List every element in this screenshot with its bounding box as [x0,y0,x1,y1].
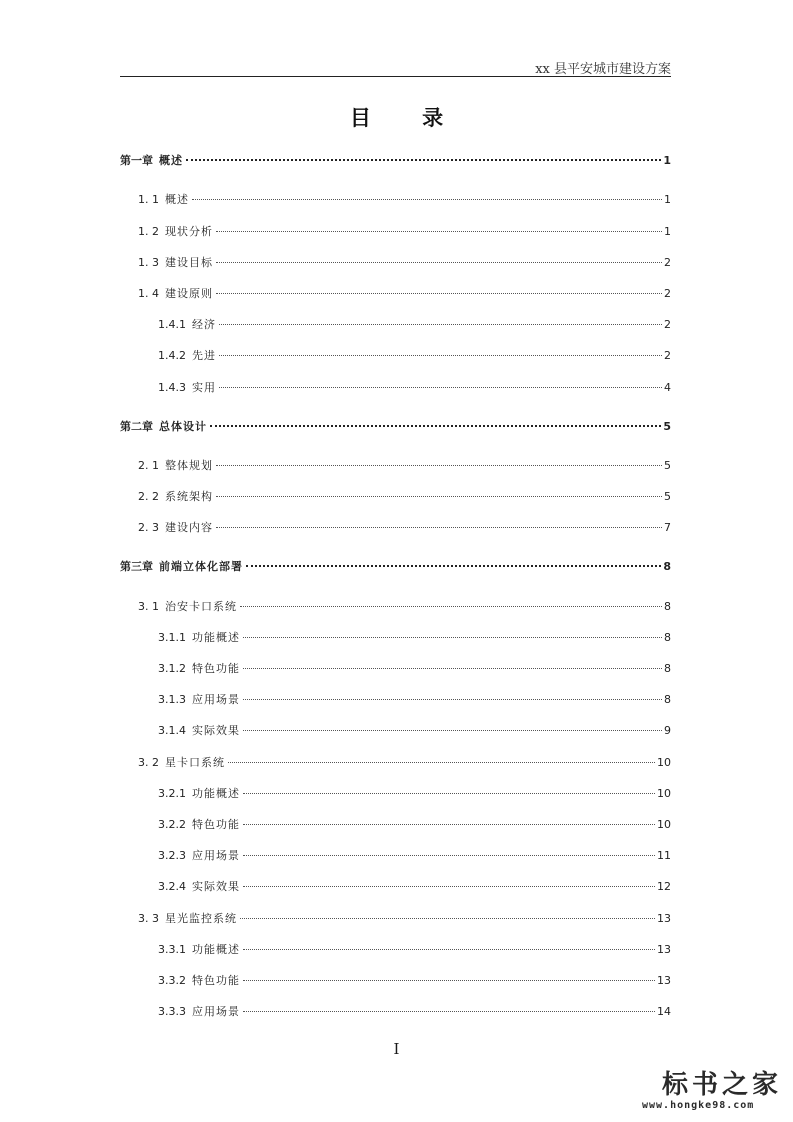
toc-entry-page: 13 [657,943,671,956]
watermark [640,1062,790,1118]
toc-dot-leader [219,323,662,325]
toc-entry[interactable] [138,599,671,615]
toc-entry-number: 1.4.3 [158,381,186,394]
toc-entry-label: 概述 [165,193,189,206]
toc-entry-page: 8 [664,693,671,706]
toc-entry-page: 1 [664,225,671,238]
toc-entry-number: 第三章 [120,560,153,573]
toc-entry-number: 3.3.2 [158,974,186,987]
toc-entry-page: 2 [664,256,671,269]
toc-dot-leader [243,948,655,950]
toc-entry-page: 8 [664,631,671,644]
toc-entry-page: 2 [664,318,671,331]
toc-entry-page: 5 [664,459,671,472]
toc-dot-leader [243,636,662,638]
header-rule [120,76,671,77]
toc-dot-leader [192,198,662,200]
toc-entry-number: 3.1.2 [158,662,186,675]
toc-entry[interactable] [158,786,671,802]
toc-entry-label: 前端立体化部署 [159,560,243,573]
toc-dot-leader [219,354,662,356]
toc-entry-number: 3.2.3 [158,849,186,862]
toc-dot-leader [243,854,655,856]
toc-entry-number: 1. 2 [138,225,159,238]
toc-entry[interactable] [138,192,671,208]
toc-entry-page: 1 [663,154,671,167]
toc-dot-leader [210,424,661,427]
toc-entry-number: 2. 3 [138,521,159,534]
toc-entry-number: 3. 3 [138,912,159,925]
toc-entry-page: 1 [664,193,671,206]
toc-entry[interactable] [158,380,671,396]
toc-entry-page: 14 [657,1005,671,1018]
toc-entry[interactable] [120,153,671,169]
toc-entry-page: 10 [657,756,671,769]
toc-entry-label: 系统架构 [165,490,213,503]
toc-entry[interactable] [158,348,671,364]
toc-entry[interactable] [138,755,671,771]
toc-entry-label: 特色功能 [192,974,240,987]
toc-entry-label: 概述 [159,154,183,167]
toc-dot-leader [243,885,655,887]
toc-entry-label: 治安卡口系统 [165,600,237,613]
toc-dot-leader [243,667,662,669]
toc-entry-page: 9 [664,724,671,737]
toc-entry-page: 2 [664,287,671,300]
toc-entry[interactable] [138,286,671,302]
toc-entry-number: 3.2.1 [158,787,186,800]
toc-entry[interactable] [158,879,671,895]
toc-entry-number: 第一章 [120,154,153,167]
toc-entry-label: 应用场景 [192,849,240,862]
toc-entry-page: 10 [657,818,671,831]
toc-title: 目 录 [349,106,466,130]
toc-entry-label: 总体设计 [159,420,207,433]
toc-entry-number: 1. 4 [138,287,159,300]
toc-entry-label: 建设目标 [165,256,213,269]
toc-entry-label: 实际效果 [192,724,240,737]
toc-dot-leader [216,261,662,263]
toc-entry-page: 5 [663,420,671,433]
toc-entry-page: 13 [657,974,671,987]
toc-dot-leader [216,292,662,294]
toc-entry-number: 3.1.3 [158,693,186,706]
toc-dot-leader [216,230,662,232]
toc-entry-label: 先进 [192,349,216,362]
toc-entry-page: 13 [657,912,671,925]
toc-entry-label: 功能概述 [192,787,240,800]
toc-entry[interactable] [138,489,671,505]
toc-entry-page: 4 [664,381,671,394]
toc-entry[interactable] [158,1004,671,1020]
toc-dot-leader [243,823,655,825]
toc-entry[interactable] [158,973,671,989]
toc-entry-number: 1.4.2 [158,349,186,362]
toc-entry-number: 1.4.1 [158,318,186,331]
toc-entry-page: 11 [657,849,671,862]
toc-entry-number: 3.3.1 [158,943,186,956]
toc-dot-leader [243,1010,655,1012]
toc-entry[interactable] [120,419,671,435]
toc-entry[interactable] [158,942,671,958]
toc-entry-page: 8 [663,560,671,573]
toc-dot-leader [246,564,661,567]
toc-entry-page: 8 [664,662,671,675]
toc-entry-label: 实际效果 [192,880,240,893]
toc-entry-label: 特色功能 [192,818,240,831]
toc-entry-label: 应用场景 [192,1005,240,1018]
running-header: xx 县平安城市建设方案 [535,62,671,77]
toc-dot-leader [186,158,661,161]
toc-entry[interactable] [158,317,671,333]
toc-entry-label: 实用 [192,381,216,394]
toc-entry-number: 3.3.3 [158,1005,186,1018]
toc-entry-page: 7 [664,521,671,534]
toc-entry-page: 8 [664,600,671,613]
toc-dot-leader [216,495,662,497]
toc-entry-label: 功能概述 [192,943,240,956]
toc-entry[interactable] [138,458,671,474]
toc-entry[interactable] [138,520,671,536]
toc-entry-number: 2. 1 [138,459,159,472]
toc-dot-leader [240,917,655,919]
page-number: I [393,1040,400,1058]
watermark-url: www.hongke98.com [642,1100,755,1111]
watermark-logo: 标书之家 [662,1070,783,1100]
toc-entry[interactable] [158,817,671,833]
toc-entry-label: 整体规划 [165,459,213,472]
toc-entry[interactable] [120,559,671,575]
toc-entry[interactable] [158,848,671,864]
toc-entry-label: 功能概述 [192,631,240,644]
toc-entry-number: 3.1.1 [158,631,186,644]
toc-entry-page: 5 [664,490,671,503]
toc-entry-number: 1. 3 [138,256,159,269]
toc-dot-leader [216,464,662,466]
toc-entry[interactable] [158,723,671,739]
toc-entry-label: 经济 [192,318,216,331]
toc-entry-number: 1. 1 [138,193,159,206]
toc-entry-label: 星光监控系统 [165,912,237,925]
toc-dot-leader [219,386,662,388]
toc-dot-leader [228,761,655,763]
toc-entry-label: 现状分析 [165,225,213,238]
toc-entry-label: 特色功能 [192,662,240,675]
toc-entry[interactable] [138,224,671,240]
toc-dot-leader [243,729,662,731]
toc-entry[interactable] [158,661,671,677]
toc-entry[interactable] [138,255,671,271]
toc-entry-number: 3.2.2 [158,818,186,831]
toc-entry-number: 3.1.4 [158,724,186,737]
toc-entry-number: 2. 2 [138,490,159,503]
toc-dot-leader [243,792,655,794]
toc-entry-number: 3. 2 [138,756,159,769]
toc-dot-leader [216,526,662,528]
toc-entry-label: 建设原则 [165,287,213,300]
toc-entry-number: 3. 1 [138,600,159,613]
toc-entry-page: 12 [657,880,671,893]
toc-entry-label: 星卡口系统 [165,756,225,769]
toc-entry[interactable] [158,692,671,708]
toc-entry-label: 应用场景 [192,693,240,706]
toc-entry-label: 建设内容 [165,521,213,534]
toc-entry[interactable] [138,911,671,927]
toc-dot-leader [243,698,662,700]
toc-entry-page: 2 [664,349,671,362]
toc-entry[interactable] [158,630,671,646]
toc-dot-leader [240,605,662,607]
toc-dot-leader [243,979,655,981]
toc-entry-page: 10 [657,787,671,800]
toc-entry-number: 第二章 [120,420,153,433]
toc-entry-number: 3.2.4 [158,880,186,893]
